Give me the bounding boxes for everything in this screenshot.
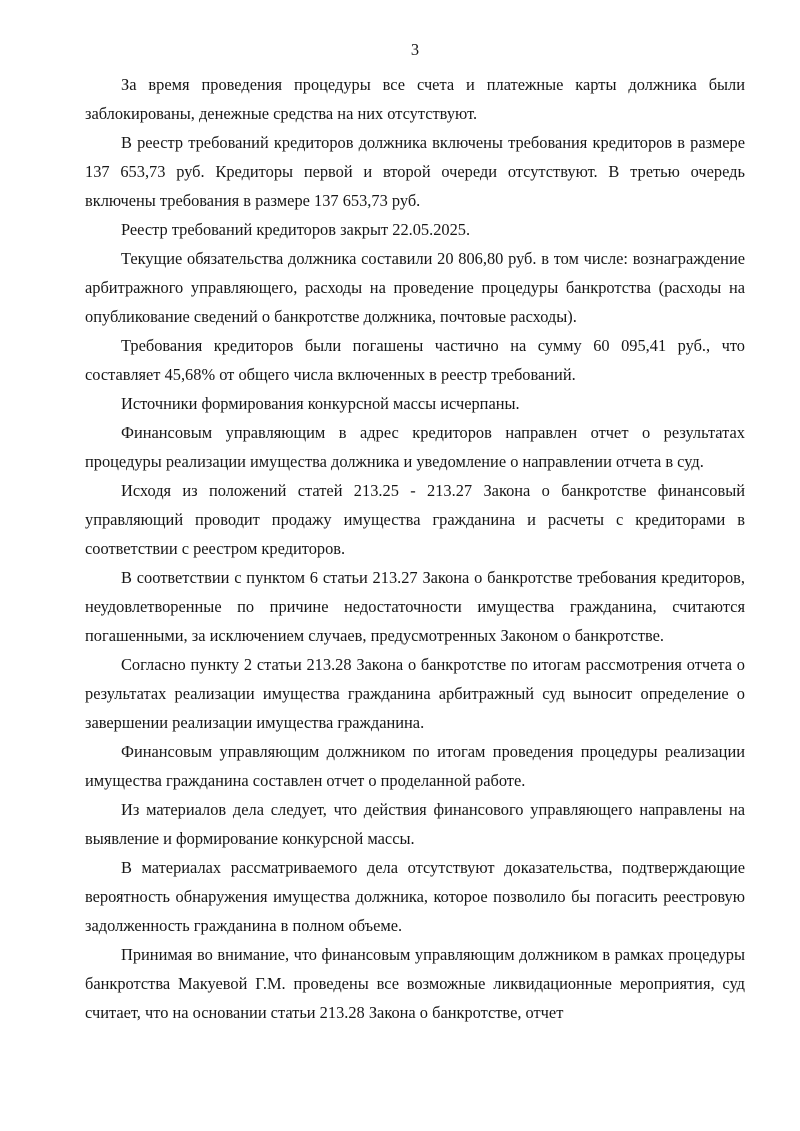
paragraph: Источники формирования конкурсной массы исчерпаны.: [121, 394, 520, 413]
paragraph: В реестр требований кредиторов должника включены требования кредиторов в размере 137 653,73 руб. Кредиторы первой и второй очереди отсутствуют. В третью очередь включены требования в размере 137 653,73 руб.: [85, 133, 745, 210]
paragraph: Текущие обязательства должника составили 20 806,80 руб. в том числе: вознаграждение арбитражного управляющего, расходы на проведение процедуры банкротства (расходы на опубликование сведений о банкротстве должника, почтовые расходы).: [85, 249, 745, 326]
paragraph: В материалах рассматриваемого дела отсутствуют доказательства, подтверждающие вероятность обнаружения имущества должника, которое позволило бы погасить реестровую задолженность гражданина в полном объеме.: [85, 858, 745, 935]
paragraph: Реестр требований кредиторов закрыт 22.05.2025.: [121, 220, 471, 239]
paragraph: Согласно пункту 2 статьи 213.28 Закона о банкротстве по итогам рассмотрения отчета о результатах реализации имущества гражданина арбитражный суд выносит определение о завершении реализации имущества гражданина.: [85, 655, 745, 732]
paragraph: Из материалов дела следует, что действия финансового управляющего направлены на выявление и формирование конкурсной массы.: [85, 800, 745, 848]
paragraph: Финансовым управляющим должником по итогам проведения процедуры реализации имущества гражданина составлен отчет о проделанной работе.: [85, 742, 745, 790]
paragraph: В соответствии с пунктом 6 статьи 213.27 Закона о банкротстве требования кредиторов, неудовлетворенные по причине недостаточности имущества гражданина, считаются погашенными, за исключением случаев, предусмотренных Законом о банкротстве.: [85, 568, 745, 645]
paragraph: За время проведения процедуры все счета и платежные карты должника были заблокированы, денежные средства на них отсутствуют.: [85, 75, 745, 123]
paragraph: Принимая во внимание, что финансовым управляющим должником в рамках процедуры банкротства Макуевой Г.М. проведены все возможные ликвидационные мероприятия, суд считает, что на основании статьи 213.28 Закона о банкротстве, отчет: [85, 945, 745, 1022]
page-number: 3: [410, 40, 420, 59]
document-body: [85, 70, 745, 1027]
paragraph: Требования кредиторов были погашены частично на сумму 60 095,41 руб., что составляет 45,68% от общего числа включенных в реестр требований.: [85, 336, 745, 384]
paragraph: Финансовым управляющим в адрес кредиторов направлен отчет о результатах процедуры реализации имущества должника и уведомление о направлении отчета в суд.: [85, 423, 745, 471]
paragraph: Исходя из положений статей 213.25 - 213.27 Закона о банкротстве финансовый управляющий проводит продажу имущества гражданина и расчеты с кредиторами в соответствии с реестром кредиторов.: [85, 481, 745, 558]
